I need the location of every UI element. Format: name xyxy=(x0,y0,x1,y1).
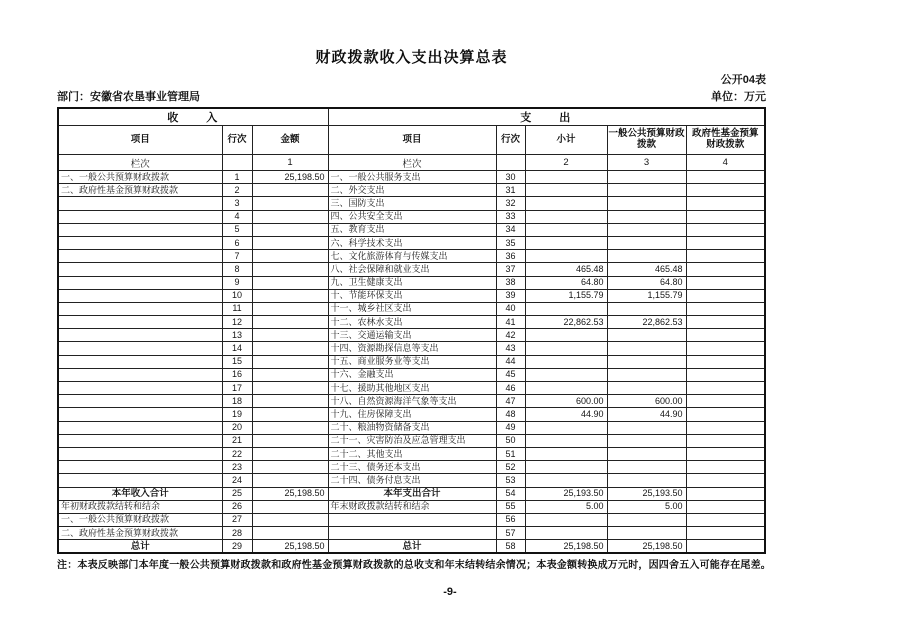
income-item xyxy=(58,421,222,434)
expense-fund xyxy=(686,197,765,210)
income-line-no: 18 xyxy=(222,395,252,408)
table-row xyxy=(58,487,765,500)
expense-general: 44.90 xyxy=(607,408,686,421)
expense-general xyxy=(607,342,686,355)
expense-item: 二十、粮油物资储备支出 xyxy=(328,421,496,434)
expense-fund xyxy=(686,421,765,434)
expense-line-no: 42 xyxy=(496,329,525,342)
expense-line-no: 45 xyxy=(496,368,525,381)
expense-item: 总计 xyxy=(328,540,496,554)
table-row xyxy=(58,302,765,315)
expense-line-no: 50 xyxy=(496,434,525,447)
income-amount xyxy=(252,434,328,447)
table-row xyxy=(58,276,765,289)
table-row xyxy=(58,461,765,474)
expense-line-no: 37 xyxy=(496,263,525,276)
expense-section-header: 支 出 xyxy=(328,108,765,126)
expense-fund xyxy=(686,171,765,184)
income-amount xyxy=(252,184,328,197)
income-line-no: 13 xyxy=(222,329,252,342)
table-row xyxy=(58,342,765,355)
expense-fund xyxy=(686,368,765,381)
expense-subtotal xyxy=(525,184,607,197)
table-row xyxy=(58,236,765,249)
income-item xyxy=(58,382,222,395)
income-line-no: 8 xyxy=(222,263,252,276)
expense-item: 十七、援助其他地区支出 xyxy=(328,382,496,395)
expense-line-no: 36 xyxy=(496,250,525,263)
expense-line-no: 48 xyxy=(496,408,525,421)
col-header-expense-fund: 政府性基金预算财政拨款 xyxy=(686,126,765,155)
index-expense-subtotal: 2 xyxy=(525,155,607,171)
expense-subtotal xyxy=(525,329,607,342)
expense-line-no: 57 xyxy=(496,527,525,540)
expense-line-no: 51 xyxy=(496,447,525,460)
expense-item: 二十一、灾害防治及应急管理支出 xyxy=(328,434,496,447)
expense-subtotal: 600.00 xyxy=(525,395,607,408)
income-amount xyxy=(252,355,328,368)
expense-subtotal xyxy=(525,355,607,368)
income-item xyxy=(58,276,222,289)
income-item xyxy=(58,210,222,223)
income-line-no: 23 xyxy=(222,461,252,474)
expense-item: 十二、农林水支出 xyxy=(328,316,496,329)
income-amount xyxy=(252,302,328,315)
expense-item: 八、社会保障和就业支出 xyxy=(328,263,496,276)
table-row xyxy=(58,540,765,554)
expense-fund xyxy=(686,184,765,197)
table-row xyxy=(58,316,765,329)
income-amount xyxy=(252,329,328,342)
income-line-no: 5 xyxy=(222,223,252,236)
table-row xyxy=(58,197,765,210)
expense-item: 九、卫生健康支出 xyxy=(328,276,496,289)
income-line-no: 6 xyxy=(222,236,252,249)
income-amount xyxy=(252,500,328,513)
expense-general: 25,193.50 xyxy=(607,487,686,500)
expense-line-no: 46 xyxy=(496,382,525,395)
expense-general xyxy=(607,382,686,395)
income-line-no: 4 xyxy=(222,210,252,223)
expense-line-no: 35 xyxy=(496,236,525,249)
income-line-no: 10 xyxy=(222,289,252,302)
expense-subtotal xyxy=(525,250,607,263)
expense-line-no: 34 xyxy=(496,223,525,236)
income-amount xyxy=(252,316,328,329)
expense-line-no: 47 xyxy=(496,395,525,408)
expense-fund xyxy=(686,316,765,329)
income-item xyxy=(58,408,222,421)
column-index-row xyxy=(58,155,765,171)
unit-label: 单位：万元 xyxy=(711,91,766,103)
expense-subtotal: 465.48 xyxy=(525,263,607,276)
expense-subtotal xyxy=(525,447,607,460)
table-row xyxy=(58,263,765,276)
expense-general: 25,198.50 xyxy=(607,540,686,554)
expense-item: 一、一般公共服务支出 xyxy=(328,171,496,184)
income-item xyxy=(58,461,222,474)
expense-line-no: 56 xyxy=(496,513,525,526)
expense-line-no: 31 xyxy=(496,184,525,197)
income-line-no: 15 xyxy=(222,355,252,368)
income-item: 年初财政拨款结转和结余 xyxy=(58,500,222,513)
expense-fund xyxy=(686,487,765,500)
table-row xyxy=(58,355,765,368)
table-row xyxy=(58,408,765,421)
expense-item: 六、科学技术支出 xyxy=(328,236,496,249)
income-item xyxy=(58,197,222,210)
income-amount xyxy=(252,276,328,289)
expense-fund xyxy=(686,395,765,408)
expense-general xyxy=(607,355,686,368)
expense-general: 465.48 xyxy=(607,263,686,276)
expense-general xyxy=(607,197,686,210)
table-row xyxy=(58,421,765,434)
expense-subtotal: 25,193.50 xyxy=(525,487,607,500)
income-item xyxy=(58,250,222,263)
expense-subtotal: 5.00 xyxy=(525,500,607,513)
table-row xyxy=(58,527,765,540)
income-amount: 25,198.50 xyxy=(252,540,328,554)
col-header-expense-subtotal: 小计 xyxy=(525,126,607,155)
income-amount xyxy=(252,210,328,223)
income-item xyxy=(58,368,222,381)
expense-item: 三、国防支出 xyxy=(328,197,496,210)
table-code: 公开04表 xyxy=(720,74,766,86)
expense-line-no: 30 xyxy=(496,171,525,184)
table-row xyxy=(58,223,765,236)
expense-line-no: 41 xyxy=(496,316,525,329)
expense-subtotal: 25,198.50 xyxy=(525,540,607,554)
table-row xyxy=(58,500,765,513)
income-item xyxy=(58,434,222,447)
income-amount xyxy=(252,395,328,408)
expense-general xyxy=(607,223,686,236)
expense-item: 年末财政拨款结转和结余 xyxy=(328,500,496,513)
expense-general: 1,155.79 xyxy=(607,289,686,302)
expense-subtotal xyxy=(525,342,607,355)
expense-line-no: 32 xyxy=(496,197,525,210)
income-line-no: 26 xyxy=(222,500,252,513)
expense-subtotal xyxy=(525,210,607,223)
expense-item: 二、外交支出 xyxy=(328,184,496,197)
expense-fund xyxy=(686,276,765,289)
expense-subtotal xyxy=(525,197,607,210)
income-amount xyxy=(252,474,328,487)
income-item xyxy=(58,474,222,487)
expense-item: 十六、金融支出 xyxy=(328,368,496,381)
table-row xyxy=(58,382,765,395)
income-line-no: 21 xyxy=(222,434,252,447)
expense-fund xyxy=(686,329,765,342)
expense-subtotal: 64.80 xyxy=(525,276,607,289)
income-item xyxy=(58,236,222,249)
income-amount xyxy=(252,223,328,236)
expense-general xyxy=(607,434,686,447)
income-line-no: 28 xyxy=(222,527,252,540)
expense-general xyxy=(607,184,686,197)
income-amount xyxy=(252,447,328,460)
expense-line-no: 54 xyxy=(496,487,525,500)
income-line-no: 2 xyxy=(222,184,252,197)
expense-general: 600.00 xyxy=(607,395,686,408)
income-item xyxy=(58,355,222,368)
table-row xyxy=(58,395,765,408)
expense-item: 四、公共安全支出 xyxy=(328,210,496,223)
index-expense-line xyxy=(496,155,525,171)
expense-fund xyxy=(686,382,765,395)
expense-fund xyxy=(686,302,765,315)
income-item xyxy=(58,395,222,408)
expense-fund xyxy=(686,342,765,355)
expense-fund xyxy=(686,540,765,554)
expense-fund xyxy=(686,500,765,513)
income-amount xyxy=(252,461,328,474)
department-label: 部门：安徽省农垦事业管理局 xyxy=(57,91,200,103)
expense-item: 十一、城乡社区支出 xyxy=(328,302,496,315)
expense-line-no: 40 xyxy=(496,302,525,315)
expense-item: 十四、资源勘探信息等支出 xyxy=(328,342,496,355)
income-line-no: 12 xyxy=(222,316,252,329)
income-line-no: 11 xyxy=(222,302,252,315)
expense-general: 22,862.53 xyxy=(607,316,686,329)
expense-general xyxy=(607,368,686,381)
table-row xyxy=(58,513,765,526)
expense-fund xyxy=(686,408,765,421)
income-amount xyxy=(252,382,328,395)
income-amount xyxy=(252,408,328,421)
expense-item: 二十二、其他支出 xyxy=(328,447,496,460)
expense-fund xyxy=(686,527,765,540)
index-income-line xyxy=(222,155,252,171)
income-line-no: 1 xyxy=(222,171,252,184)
expense-fund xyxy=(686,250,765,263)
budget-summary-table xyxy=(57,107,766,554)
expense-subtotal xyxy=(525,382,607,395)
expense-item: 二十四、债务付息支出 xyxy=(328,474,496,487)
income-amount xyxy=(252,236,328,249)
expense-subtotal xyxy=(525,302,607,315)
expense-general xyxy=(607,171,686,184)
income-item: 一、一般公共预算财政拨款 xyxy=(58,171,222,184)
expense-general xyxy=(607,210,686,223)
expense-line-no: 39 xyxy=(496,289,525,302)
expense-general: 64.80 xyxy=(607,276,686,289)
income-amount xyxy=(252,527,328,540)
col-header-expense-item: 项目 xyxy=(328,126,496,155)
index-expense-item: 栏次 xyxy=(328,155,496,171)
expense-item: 本年支出合计 xyxy=(328,487,496,500)
expense-general xyxy=(607,527,686,540)
col-header-income-amount: 金额 xyxy=(252,126,328,155)
expense-item: 十八、自然资源海洋气象等支出 xyxy=(328,395,496,408)
expense-line-no: 52 xyxy=(496,461,525,474)
table-row xyxy=(58,171,765,184)
page-number: -9- xyxy=(443,586,457,598)
expense-fund xyxy=(686,461,765,474)
income-amount xyxy=(252,342,328,355)
income-amount xyxy=(252,197,328,210)
income-amount xyxy=(252,250,328,263)
expense-item: 十九、住房保障支出 xyxy=(328,408,496,421)
expense-fund xyxy=(686,355,765,368)
income-line-no: 24 xyxy=(222,474,252,487)
expense-line-no: 49 xyxy=(496,421,525,434)
expense-item xyxy=(328,513,496,526)
table-row xyxy=(58,434,765,447)
expense-general xyxy=(607,302,686,315)
income-amount xyxy=(252,289,328,302)
income-item xyxy=(58,329,222,342)
income-amount xyxy=(252,368,328,381)
income-line-no: 17 xyxy=(222,382,252,395)
expense-line-no: 44 xyxy=(496,355,525,368)
expense-item: 五、教育支出 xyxy=(328,223,496,236)
expense-general xyxy=(607,513,686,526)
expense-fund xyxy=(686,223,765,236)
income-line-no: 29 xyxy=(222,540,252,554)
expense-fund xyxy=(686,513,765,526)
page-title: 财政拨款收入支出决算总表 xyxy=(315,49,508,66)
income-amount xyxy=(252,421,328,434)
income-amount xyxy=(252,263,328,276)
income-item: 总计 xyxy=(58,540,222,554)
expense-general xyxy=(607,447,686,460)
income-item xyxy=(58,316,222,329)
income-line-no: 22 xyxy=(222,447,252,460)
table-row xyxy=(58,250,765,263)
income-amount xyxy=(252,513,328,526)
income-line-no: 16 xyxy=(222,368,252,381)
expense-fund xyxy=(686,474,765,487)
table-row xyxy=(58,184,765,197)
income-item xyxy=(58,223,222,236)
expense-subtotal xyxy=(525,223,607,236)
expense-general xyxy=(607,329,686,342)
footnote: 注：本表反映部门本年度一般公共预算财政拨款和政府性基金预算财政拨款的总收支和年末结转结余情况；本表金额转换成万元时，因四舍五入可能存在尾差。 xyxy=(57,560,771,571)
index-income-amount: 1 xyxy=(252,155,328,171)
expense-subtotal: 1,155.79 xyxy=(525,289,607,302)
income-item: 二、政府性基金预算财政拨款 xyxy=(58,527,222,540)
income-item: 本年收入合计 xyxy=(58,487,222,500)
expense-line-no: 58 xyxy=(496,540,525,554)
income-item xyxy=(58,447,222,460)
index-expense-general: 3 xyxy=(607,155,686,171)
income-line-no: 20 xyxy=(222,421,252,434)
income-item xyxy=(58,342,222,355)
expense-fund xyxy=(686,236,765,249)
income-line-no: 25 xyxy=(222,487,252,500)
expense-subtotal xyxy=(525,368,607,381)
income-item: 二、政府性基金预算财政拨款 xyxy=(58,184,222,197)
expense-subtotal xyxy=(525,513,607,526)
table-row xyxy=(58,329,765,342)
income-line-no: 7 xyxy=(222,250,252,263)
income-item xyxy=(58,263,222,276)
index-income-item: 栏次 xyxy=(58,155,222,171)
column-header-row xyxy=(58,126,765,155)
expense-general xyxy=(607,474,686,487)
table-body xyxy=(58,171,765,554)
expense-general: 5.00 xyxy=(607,500,686,513)
expense-general xyxy=(607,250,686,263)
expense-subtotal xyxy=(525,236,607,249)
index-expense-fund: 4 xyxy=(686,155,765,171)
expense-subtotal: 44.90 xyxy=(525,408,607,421)
expense-general xyxy=(607,461,686,474)
income-line-no: 3 xyxy=(222,197,252,210)
expense-item: 十五、商业服务业等支出 xyxy=(328,355,496,368)
expense-subtotal xyxy=(525,434,607,447)
expense-subtotal xyxy=(525,421,607,434)
expense-item xyxy=(328,527,496,540)
expense-fund xyxy=(686,210,765,223)
document-content xyxy=(57,46,766,554)
income-item xyxy=(58,289,222,302)
table-row xyxy=(58,289,765,302)
expense-fund xyxy=(686,263,765,276)
expense-line-no: 33 xyxy=(496,210,525,223)
expense-item: 十、节能环保支出 xyxy=(328,289,496,302)
expense-line-no: 38 xyxy=(496,276,525,289)
col-header-expense-line: 行次 xyxy=(496,126,525,155)
income-item: 一、一般公共预算财政拨款 xyxy=(58,513,222,526)
expense-item: 七、文化旅游体育与传媒支出 xyxy=(328,250,496,263)
expense-item: 二十三、债务还本支出 xyxy=(328,461,496,474)
income-item xyxy=(58,302,222,315)
expense-item: 十三、交通运输支出 xyxy=(328,329,496,342)
col-header-income-line: 行次 xyxy=(222,126,252,155)
expense-fund xyxy=(686,289,765,302)
expense-line-no: 53 xyxy=(496,474,525,487)
table-row xyxy=(58,447,765,460)
income-line-no: 9 xyxy=(222,276,252,289)
col-header-expense-general: 一般公共预算财政拨款 xyxy=(607,126,686,155)
income-line-no: 19 xyxy=(222,408,252,421)
section-header-row xyxy=(58,108,765,126)
income-section-header: 收 入 xyxy=(58,108,328,126)
income-amount: 25,198.50 xyxy=(252,171,328,184)
expense-subtotal: 22,862.53 xyxy=(525,316,607,329)
expense-subtotal xyxy=(525,474,607,487)
expense-line-no: 43 xyxy=(496,342,525,355)
col-header-income-item: 项目 xyxy=(58,126,222,155)
table-row xyxy=(58,474,765,487)
expense-general xyxy=(607,236,686,249)
table-row xyxy=(58,210,765,223)
expense-subtotal xyxy=(525,527,607,540)
income-amount: 25,198.50 xyxy=(252,487,328,500)
expense-fund xyxy=(686,434,765,447)
income-line-no: 27 xyxy=(222,513,252,526)
expense-subtotal xyxy=(525,461,607,474)
expense-fund xyxy=(686,447,765,460)
expense-subtotal xyxy=(525,171,607,184)
expense-general xyxy=(607,421,686,434)
table-row xyxy=(58,368,765,381)
expense-line-no: 55 xyxy=(496,500,525,513)
income-line-no: 14 xyxy=(222,342,252,355)
